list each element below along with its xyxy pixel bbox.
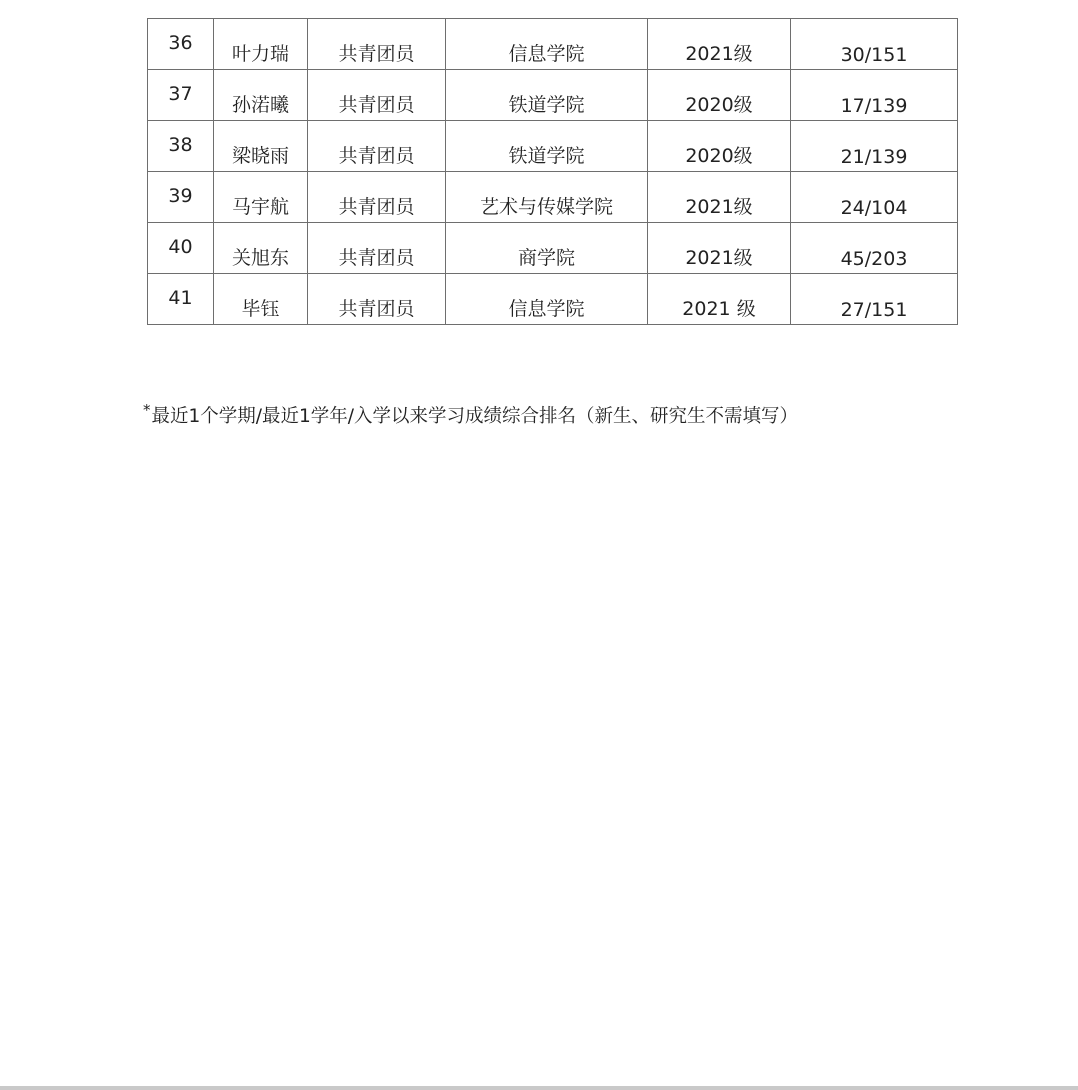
row-number: 41 [148,274,214,325]
college: 商学院 [446,223,648,274]
ranking: 27/151 [791,274,958,325]
college: 信息学院 [446,19,648,70]
college: 信息学院 [446,274,648,325]
college: 铁道学院 [446,70,648,121]
grade-year: 2021级 [648,223,791,274]
row-number: 36 [148,19,214,70]
political-status: 共青团员 [308,274,446,325]
grade-year: 2021 级 [648,274,791,325]
ranking: 30/151 [791,19,958,70]
student-ranking-table [147,18,958,325]
student-name: 关旭东 [214,223,308,274]
table-row [148,172,958,223]
political-status: 共青团员 [308,19,446,70]
row-number: 38 [148,121,214,172]
political-status: 共青团员 [308,223,446,274]
ranking: 24/104 [791,172,958,223]
student-name: 梁晓雨 [214,121,308,172]
college: 铁道学院 [446,121,648,172]
ranking: 21/139 [791,121,958,172]
table-row [148,274,958,325]
grade-year: 2021级 [648,19,791,70]
row-number: 37 [148,70,214,121]
footnote-asterisk: * [143,401,151,419]
table-row [148,19,958,70]
college: 艺术与传媒学院 [446,172,648,223]
political-status: 共青团员 [308,172,446,223]
ranking: 45/203 [791,223,958,274]
ranking: 17/139 [791,70,958,121]
political-status: 共青团员 [308,121,446,172]
political-status: 共青团员 [308,70,446,121]
row-number: 40 [148,223,214,274]
grade-year: 2020级 [648,70,791,121]
page-bottom-edge [0,1086,1078,1090]
student-name: 毕钰 [214,274,308,325]
table-row [148,121,958,172]
row-number: 39 [148,172,214,223]
table-row [148,223,958,274]
grade-year: 2021级 [648,172,791,223]
grade-year: 2020级 [648,121,791,172]
student-name: 马宇航 [214,172,308,223]
footnote-text: 最近1个学期/最近1学年/入学以来学习成绩综合排名（新生、研究生不需填写） [151,406,799,427]
student-name: 孙渃曦 [214,70,308,121]
ranking-footnote [143,402,798,428]
student-name: 叶力瑞 [214,19,308,70]
table-row [148,70,958,121]
